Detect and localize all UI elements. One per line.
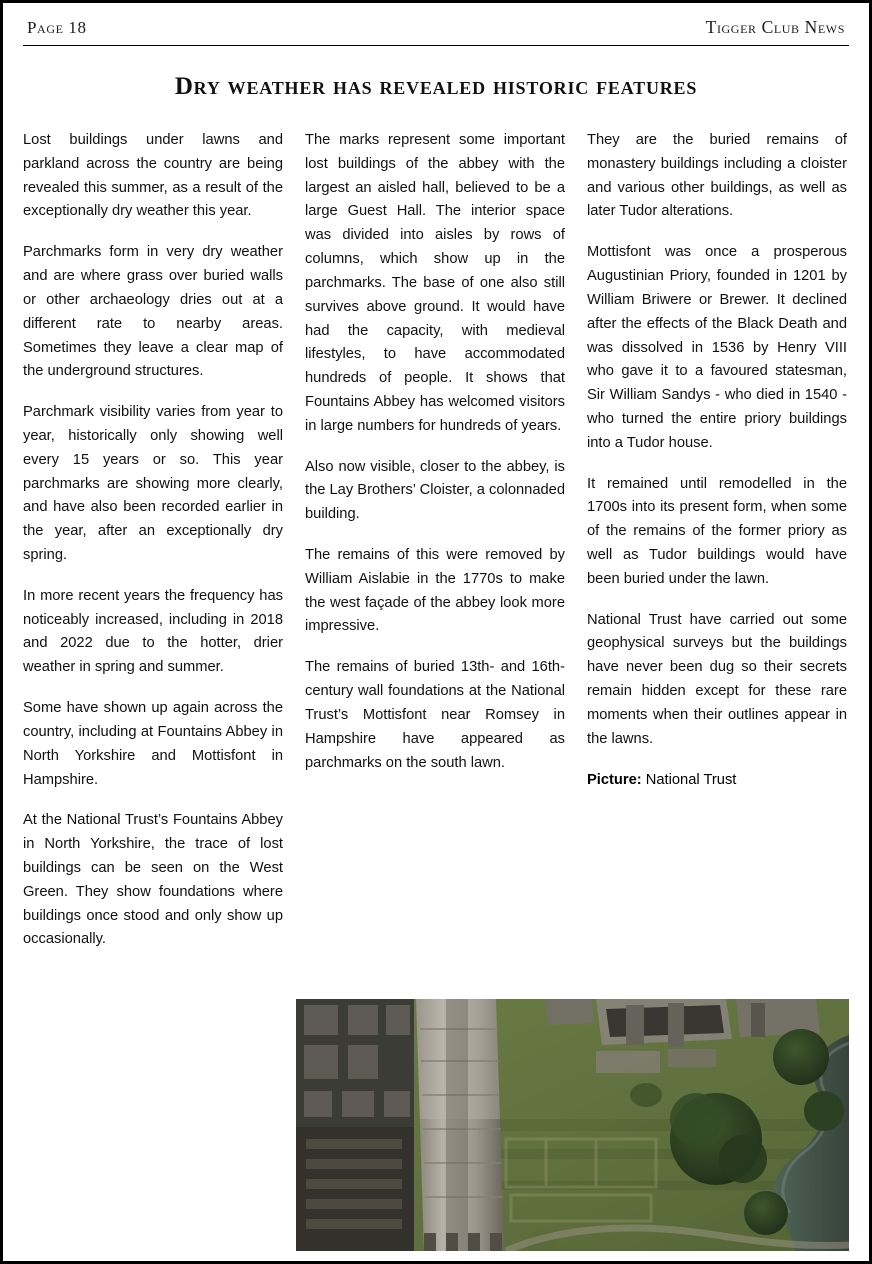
publication-title: Tigger Club News <box>705 17 845 37</box>
paragraph: They are the buried remains of monastery buildings including a cloister and various other buildings, as well as later Tudor alterations. <box>587 132 847 220</box>
paragraph: At the National Trust’s Fountains Abbey in North Yorkshire, the trace of lost buildings can be seen on the West Green. They show foundations where buildings once stood and only show up occasionally. <box>23 812 283 948</box>
masthead <box>23 17 849 46</box>
aerial-photo-graphic <box>296 999 849 1251</box>
paragraph: Also now visible, closer to the abbey, is the Lay Brothers’ Cloister, a colonnaded building. <box>305 458 565 523</box>
article-headline: Dry weather has revealed historic features <box>174 72 698 100</box>
paragraph: The remains of buried 13th- and 16th-century wall foundations at the National Trust’s Mottisfont near Romsey in Hampshire have appeared as parchmarks on the south lawn. <box>305 659 565 771</box>
paragraph: Some have shown up again across the country, including at Fountains Abbey in North Yorkshire and Mottisfont in Hampshire. <box>23 700 283 788</box>
paragraph: Mottisfont was once a prosperous Augustinian Priory, founded in 1201 by William Briwere or Brewer. It declined after the effects of the Black Death and was dissolved in 1536 by Henry VIII who gave it to a favoured statesman, Sir William Sandys - who died in 1540 - who turned the entire priory buildings into a Tudor house. <box>587 244 847 451</box>
article-columns <box>23 129 849 1251</box>
article-photo <box>296 999 849 1251</box>
page-content <box>3 3 869 1261</box>
paragraph: In more recent years the frequency has noticeably increased, including in 2018 and 2022 due to the hotter, drier weather in spring and summer. <box>23 587 283 676</box>
page-number: Page 18 <box>27 18 87 37</box>
paragraph: Parchmarks form in very dry weather and are where grass over buried walls or other archaeology dries out at a different rate to nearby areas. Sometimes they leave a clear map of the underground structures. <box>23 244 283 380</box>
column-1 <box>23 129 283 1251</box>
photo-credit <box>587 769 847 791</box>
paragraph: It remained until remodelled in the 1700s into its present form, when some of the remains of the former priory as well as Tudor buildings would have been buried under the lawn. <box>587 475 847 587</box>
paragraph: The marks represent some important lost buildings of the abbey with the largest an aisled hall, believed to be a large Guest Hall. The interior space was divided into aisles by rows of columns, which show up in the parchmarks. The base of one also still survives above ground. It would have had the capacity, with medieval lifestyles, to have accommodated hundreds of people. It shows that Fountains Abbey has welcomed visitors in large numbers for hundreds of years. <box>305 132 565 434</box>
paragraph: The remains of this were removed by William Aislabie in the 1770s to make the west façade of the abbey look more impressive. <box>305 547 565 635</box>
photo-credit-label: Picture: <box>587 771 642 788</box>
paragraph: National Trust have carried out some geophysical surveys but the buildings have never been dug so their secrets remain hidden except for these rare moments when their outlines appear in the lawns. <box>587 611 847 747</box>
paragraph: Lost buildings under lawns and parkland across the country are being revealed this summer, as a result of the exceptionally dry weather this year. <box>23 132 283 220</box>
paragraph: Parchmark visibility varies from year to year, historically only showing well every 15 years or so. This year parchmarks are showing more clearly, and have also been recorded earlier in the year, after an exceptionally dry spring. <box>23 404 283 563</box>
photo-credit-value: National Trust <box>641 771 737 788</box>
